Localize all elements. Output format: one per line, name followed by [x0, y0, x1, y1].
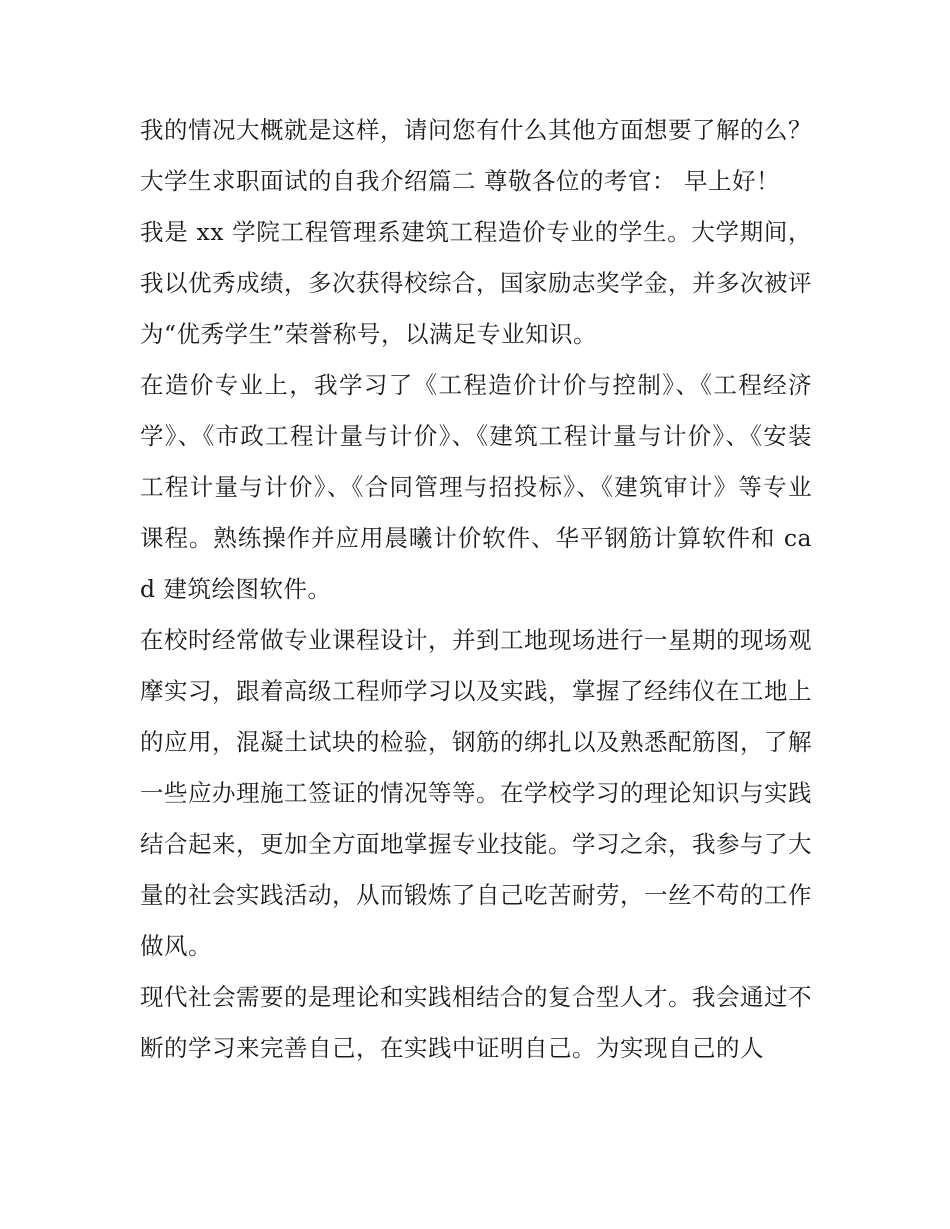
paragraph-goals: 现代社会需要的是理论和实践相结合的复合型人才。我会通过不断的学习来完善自己，在实践中证明自己。为实现自己的人: [140, 983, 812, 1062]
document-body: [140, 105, 812, 1074]
paragraph-intro-closing: 我的情况大概就是这样，请问您有什么其他方面想要了解的么？ 大学生求职面试的自我介绍篇二 尊敬各位的考官： 早上好！: [140, 116, 812, 195]
paragraph-courses: 在造价专业上，我学习了《工程造价计价与控制》、《工程经济学》、《市政工程计量与计价》、《建筑工程计量与计价》、《安装工程计量与计价》、《合同管理与招投标》、《建筑审计》等专业课程。熟练操作并应用晨曦计价软件、华平钢筋计算软件和 cad 建筑绘图软件。: [140, 371, 812, 603]
paragraph-practice: 在校时经常做专业课程设计，并到工地现场进行一星期的现场观摩实习，跟着高级工程师学习以及实践，掌握了经纬仪在工地上的应用，混凝土试块的检验，钢筋的绑扎以及熟悉配筋图，了解一些应办理施工签证的情况等等。在学校学习的理论知识与实践结合起来，更加全方面地掌握专业技能。学习之余，我参与了大量的社会实践活动，从而锻炼了自己吃苦耐劳，一丝不苟的工作做风。: [140, 626, 812, 960]
paragraph-education: 我是 xx 学院工程管理系建筑工程造价专业的学生。大学期间，我以优秀成绩，多次获得校综合，国家励志奖学金，并多次被评为“优秀学生”荣誉称号，以满足专业知识。: [140, 218, 812, 348]
